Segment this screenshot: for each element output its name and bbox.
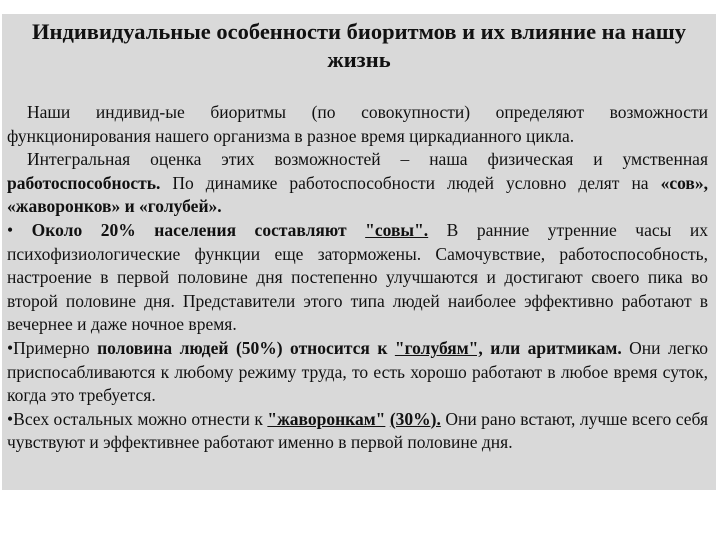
term-larks: "жаворонкам" — [267, 408, 386, 429]
bullet: • — [7, 408, 14, 429]
larks-share: (30%). — [389, 408, 441, 429]
text-segment: Всех остальных можно отнести к — [13, 408, 268, 429]
paragraph-intro: Наши индивид-ые биоритмы (по совокупности) определяют возможности функционирования нашего организма в разное время циркадианного цикла. — [7, 102, 708, 146]
pigeons-share: половина людей (50%) относится к — [97, 337, 395, 358]
bullet: • — [7, 219, 14, 240]
paragraph-pigeons — [7, 337, 708, 408]
pigeons-description: Они легко приспосабливаются к любому режиму труда, то есть хорошо работают в любое время суток, когда это требуется. — [7, 337, 709, 406]
larks-description: Они рано встают, лучше всего себя чувствуют и эффективнее работают именно в первой половине дня. — [7, 408, 708, 453]
term-chronotypes: «сов», «жаворонков» и «голубей». — [7, 172, 708, 217]
term-arrhythmics: или аритмикам. — [482, 337, 622, 358]
slide-body — [7, 101, 708, 455]
owls-share: Около 20% населения составляют — [31, 219, 366, 240]
term-work-capacity: работоспособность. — [7, 172, 161, 193]
text-segment: Интегральная оценка этих возможностей – наша физическая и умственная — [27, 149, 708, 170]
paragraph-work-capacity — [7, 148, 708, 219]
paragraph-owls — [7, 219, 708, 337]
bullet: • — [7, 337, 14, 358]
term-owls: "совы". — [365, 219, 429, 240]
owls-description: В ранние утренние часы их психофизиологические функции еще заторможены. Самочувствие, работоспособность, настроение в первой половине дня постепенно улучшаются и достигают своего пика во второй половине дня. Представители этого типа людей наиболее эффективно работают в вечернее и даже ночное время. — [7, 219, 708, 335]
slide-title: Индивидуальные особенности биоритмов и их влияние на нашу жизнь — [32, 19, 686, 72]
paragraph-larks — [7, 408, 708, 455]
text-segment: Примерно — [13, 337, 98, 358]
text-segment: По динамике работоспособности людей условно делят на — [160, 172, 661, 193]
term-pigeons: "голубям", — [394, 337, 483, 358]
